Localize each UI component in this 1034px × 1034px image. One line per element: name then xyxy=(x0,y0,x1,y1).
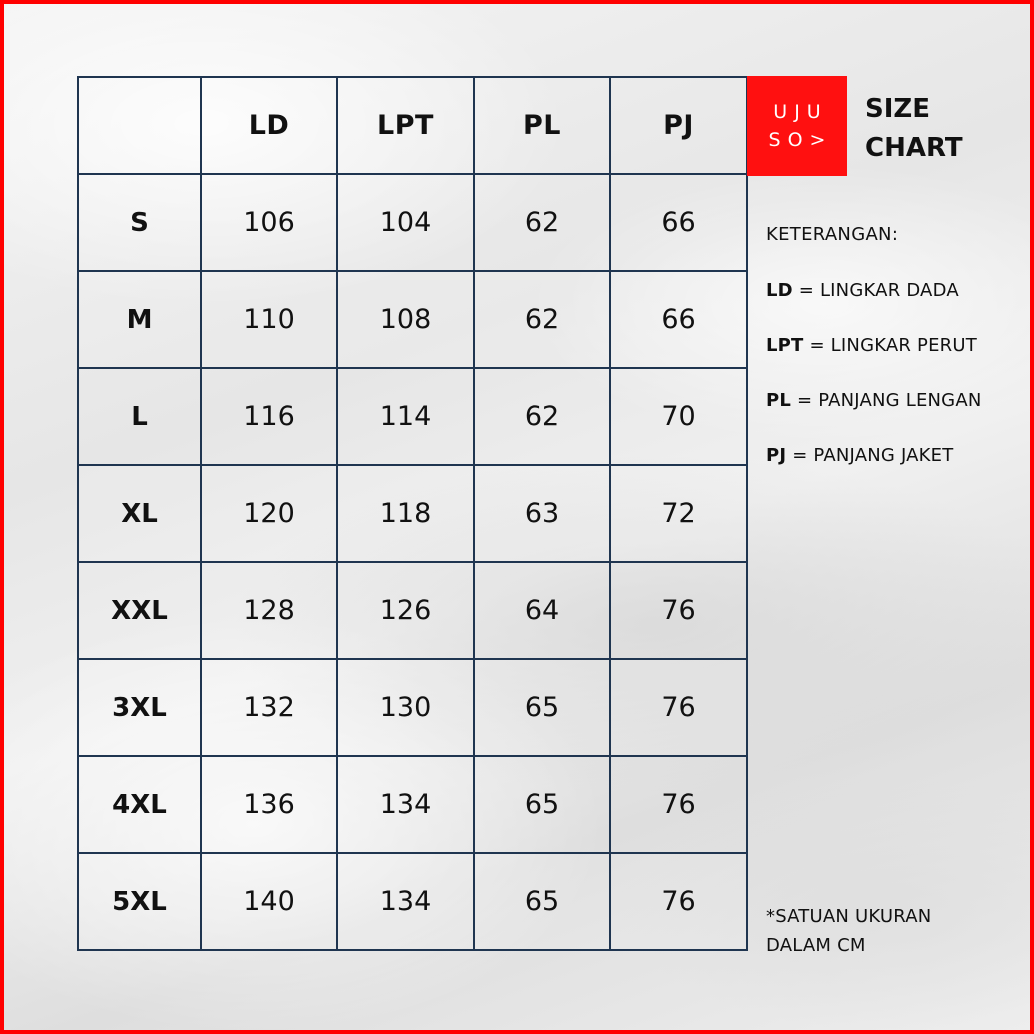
legend-desc: = PANJANG JAKET xyxy=(786,445,954,466)
lpt-value: 130 xyxy=(337,659,474,756)
table-row xyxy=(78,659,747,756)
table-header-row xyxy=(78,77,747,174)
ld-value: 128 xyxy=(201,562,337,659)
size-label: 5XL xyxy=(78,853,201,950)
size-label: 4XL xyxy=(78,756,201,853)
pj-value: 70 xyxy=(610,368,747,465)
header-pl: PL xyxy=(474,77,610,174)
size-table xyxy=(77,76,748,951)
size-label: L xyxy=(78,368,201,465)
ld-value: 106 xyxy=(201,174,337,271)
legend-abbr: PJ xyxy=(766,445,787,466)
legend-item-pj xyxy=(766,445,1026,466)
pl-value: 65 xyxy=(474,853,610,950)
pj-value: 76 xyxy=(610,853,747,950)
lpt-value: 134 xyxy=(337,756,474,853)
ld-value: 136 xyxy=(201,756,337,853)
pl-value: 65 xyxy=(474,756,610,853)
size-label: M xyxy=(78,271,201,368)
legend-item-lpt xyxy=(766,335,1026,356)
legend-item-pl xyxy=(766,390,1026,411)
header-ld: LD xyxy=(201,77,337,174)
header-pj: PJ xyxy=(610,77,747,174)
size-label: S xyxy=(78,174,201,271)
header-corner-cell xyxy=(78,77,201,174)
table-row xyxy=(78,368,747,465)
pj-value: 66 xyxy=(610,271,747,368)
pj-value: 76 xyxy=(610,562,747,659)
table-row xyxy=(78,174,747,271)
legend-item-ld xyxy=(766,280,1026,301)
table-row xyxy=(78,465,747,562)
legend-heading: KETERANGAN: xyxy=(766,224,899,245)
pj-value: 76 xyxy=(610,659,747,756)
lpt-value: 114 xyxy=(337,368,474,465)
unit-footnote xyxy=(766,902,1006,960)
brand-logo-line2: SO> xyxy=(768,129,833,151)
brand-logo-line1: UJU xyxy=(773,101,828,123)
pj-value: 72 xyxy=(610,465,747,562)
pj-value: 66 xyxy=(610,174,747,271)
lpt-value: 134 xyxy=(337,853,474,950)
legend-desc: = LINGKAR PERUT xyxy=(803,335,977,356)
pl-value: 64 xyxy=(474,562,610,659)
ld-value: 140 xyxy=(201,853,337,950)
table-row xyxy=(78,271,747,368)
table-row xyxy=(78,562,747,659)
page-title xyxy=(865,90,963,168)
legend-abbr: LD xyxy=(766,280,793,301)
table-row xyxy=(78,756,747,853)
size-label: XL xyxy=(78,465,201,562)
footnote-line2: DALAM CM xyxy=(766,935,866,956)
lpt-value: 118 xyxy=(337,465,474,562)
pl-value: 63 xyxy=(474,465,610,562)
ld-value: 110 xyxy=(201,271,337,368)
title-line1: SIZE xyxy=(865,94,931,124)
lpt-value: 108 xyxy=(337,271,474,368)
pl-value: 62 xyxy=(474,174,610,271)
pl-value: 65 xyxy=(474,659,610,756)
ld-value: 120 xyxy=(201,465,337,562)
legend-abbr: PL xyxy=(766,390,792,411)
legend xyxy=(766,224,1026,500)
pj-value: 76 xyxy=(610,756,747,853)
title-line2: CHART xyxy=(865,133,963,163)
legend-desc: = LINGKAR DADA xyxy=(792,280,959,301)
pl-value: 62 xyxy=(474,368,610,465)
brand-logo xyxy=(747,76,847,176)
size-label: XXL xyxy=(78,562,201,659)
table-row xyxy=(78,853,747,950)
size-label: 3XL xyxy=(78,659,201,756)
legend-abbr: LPT xyxy=(766,335,804,356)
legend-desc: = PANJANG LENGAN xyxy=(791,390,982,411)
header-lpt: LPT xyxy=(337,77,474,174)
lpt-value: 126 xyxy=(337,562,474,659)
footnote-line1: *SATUAN UKURAN xyxy=(766,906,932,927)
lpt-value: 104 xyxy=(337,174,474,271)
ld-value: 116 xyxy=(201,368,337,465)
ld-value: 132 xyxy=(201,659,337,756)
pl-value: 62 xyxy=(474,271,610,368)
